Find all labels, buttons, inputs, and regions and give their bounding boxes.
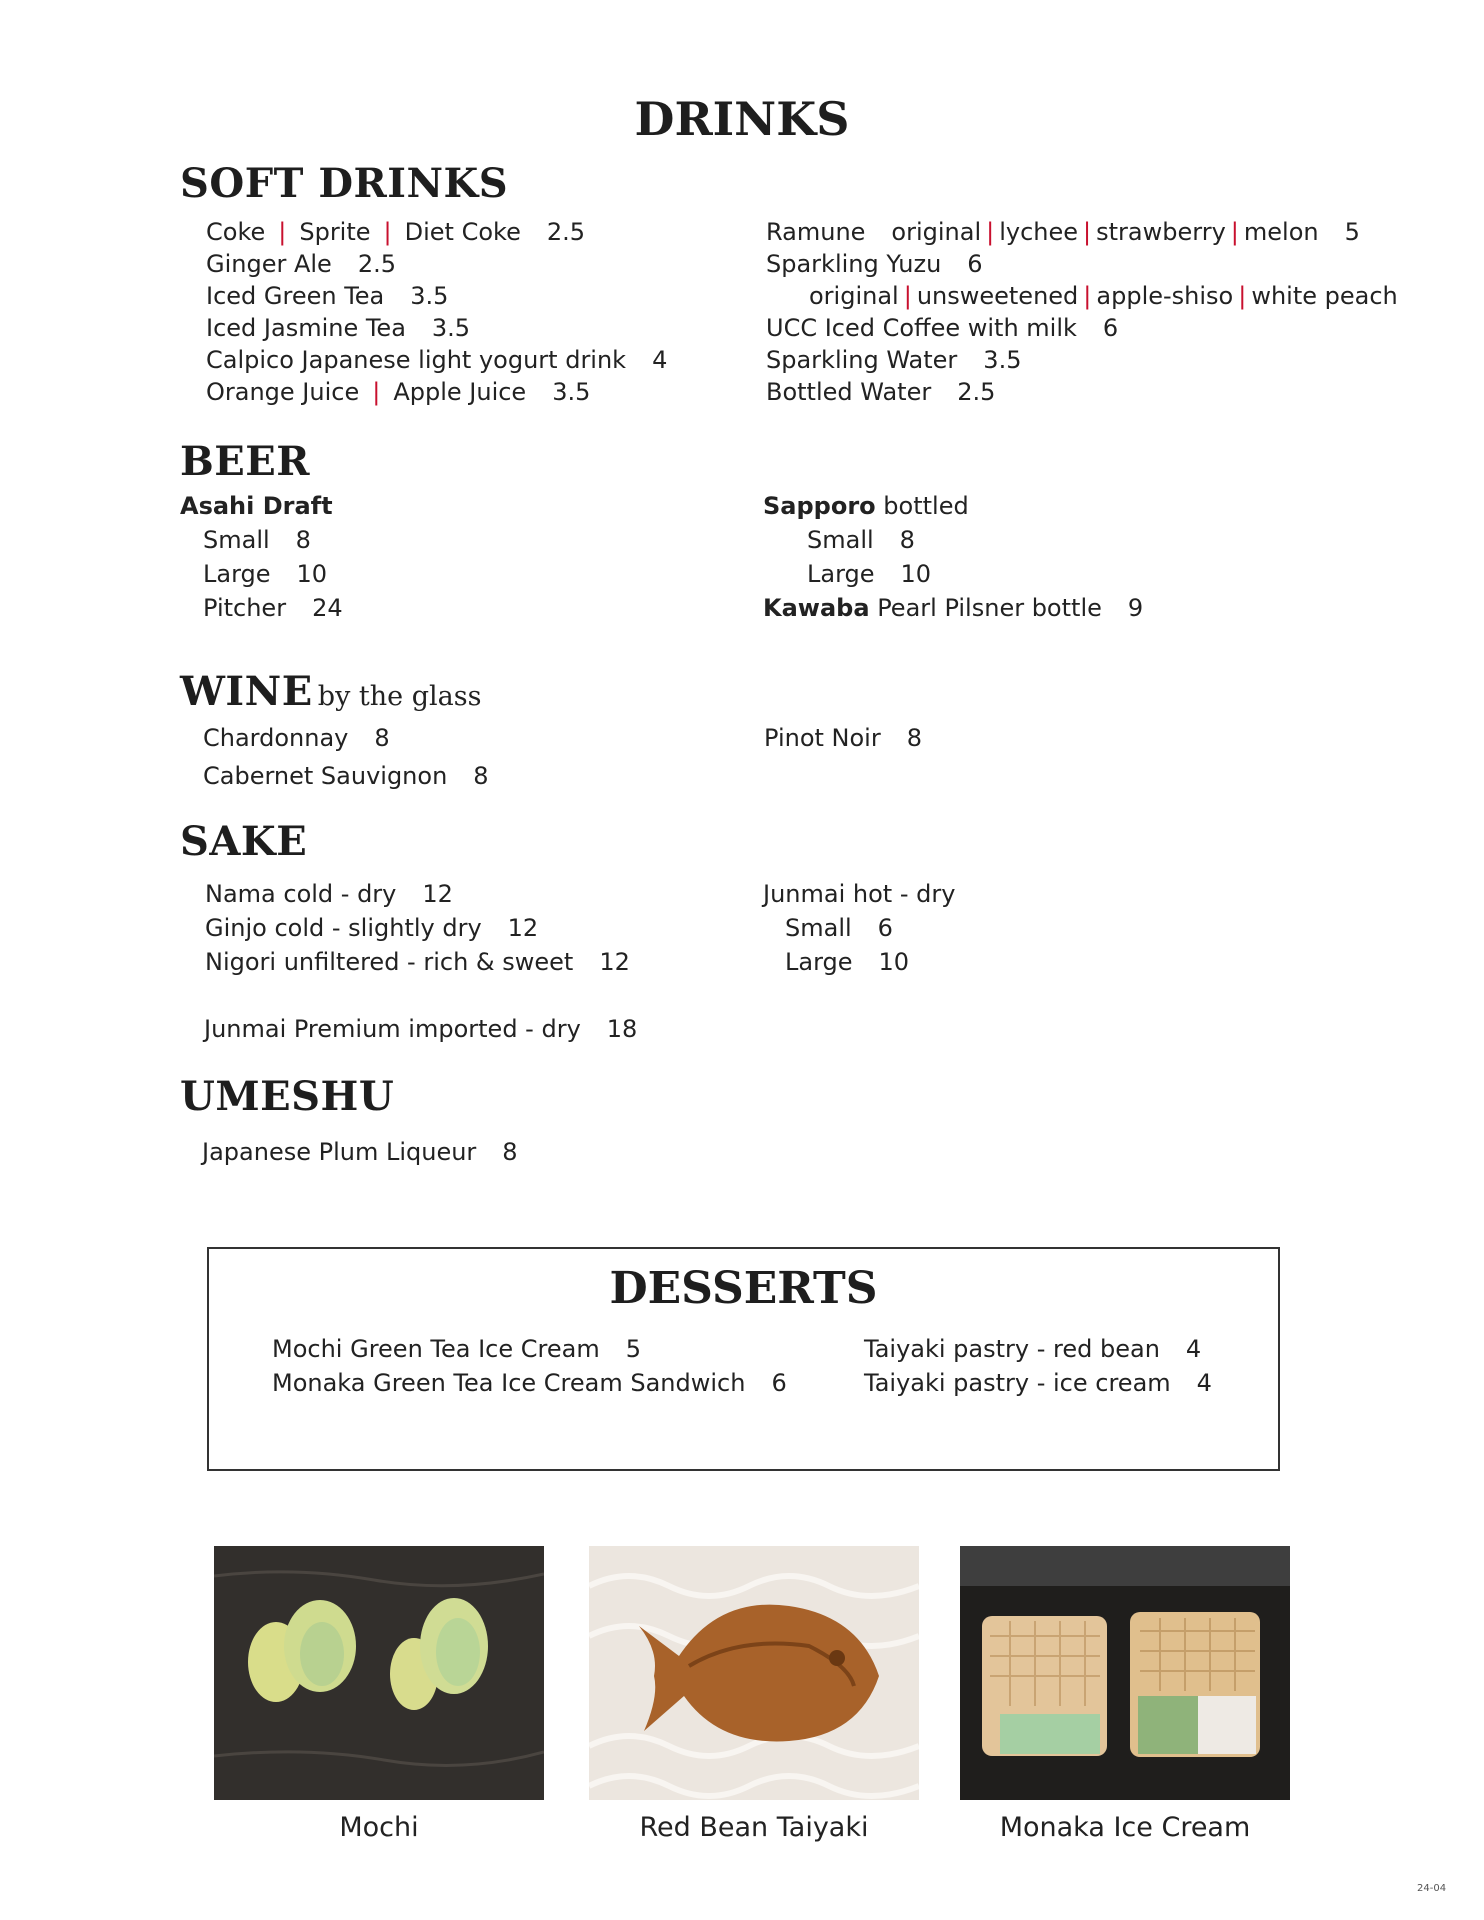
- item-price: 8: [502, 1138, 518, 1166]
- flavor: strawberry: [1096, 218, 1226, 246]
- item-price: 4: [652, 346, 668, 374]
- item-name: Mochi Green Tea Ice Cream: [272, 1335, 600, 1363]
- wine-subheading: by the glass: [317, 681, 482, 712]
- menu-line: [206, 376, 667, 408]
- item-desc: bottled: [883, 492, 969, 520]
- menu-line: [202, 1136, 518, 1168]
- umeshu-heading: UMESHU: [180, 1073, 395, 1120]
- item-price: 12: [422, 880, 453, 908]
- item-name: Orange Juice: [206, 378, 360, 406]
- menu-line: [204, 1013, 637, 1045]
- item-name: Bottled Water: [766, 378, 932, 406]
- item-name: Ginjo cold - slightly dry: [205, 914, 482, 942]
- desserts-box: [207, 1247, 1280, 1471]
- menu-line: [766, 248, 1398, 280]
- soft-drinks-right-column: [766, 216, 1398, 408]
- size-label: Pitcher: [203, 594, 287, 622]
- menu-line: [766, 216, 1398, 248]
- menu-line: [206, 312, 667, 344]
- sake-heading: SAKE: [180, 818, 308, 865]
- menu-line: [763, 524, 1143, 558]
- item-price: 3.5: [431, 314, 471, 342]
- item-price: 24: [312, 594, 343, 622]
- item-desc: Pearl Pilsner bottle: [877, 594, 1102, 622]
- brand-name: Sapporo: [763, 492, 876, 520]
- item-name: Pinot Noir: [764, 724, 881, 752]
- menu-line: [763, 490, 1143, 524]
- item-price: 8: [906, 724, 922, 752]
- size-label: Small: [807, 526, 874, 554]
- menu-line: [203, 722, 390, 754]
- menu-line: [205, 946, 630, 980]
- item-price: 12: [599, 948, 630, 976]
- flavor: apple-shiso: [1096, 282, 1234, 310]
- menu-line: [272, 1333, 787, 1367]
- item-name: Taiyaki pastry - red bean: [864, 1335, 1160, 1363]
- item-price: 10: [878, 948, 910, 976]
- item-price: 10: [296, 560, 328, 588]
- item-name: Taiyaki pastry - ice cream: [864, 1369, 1171, 1397]
- menu-line: [205, 878, 630, 912]
- desserts-right-column: [864, 1333, 1212, 1401]
- beer-left-column: [180, 490, 343, 626]
- menu-line: [206, 280, 667, 312]
- separator-bar: |: [986, 218, 995, 246]
- menu-line: [272, 1367, 787, 1401]
- item-name: Monaka Green Tea Ice Cream Sandwich: [272, 1369, 746, 1397]
- taiyaki-photo: [589, 1546, 919, 1800]
- item-price: 8: [374, 724, 390, 752]
- wine-heading: WINE: [180, 668, 313, 715]
- item-name: UCC Iced Coffee with milk: [766, 314, 1077, 342]
- separator-bar: |: [1230, 218, 1239, 246]
- item-price: 2.5: [957, 378, 996, 406]
- sake-right-column: [763, 878, 955, 980]
- mochi-caption: Mochi: [339, 1812, 419, 1843]
- separator-bar: |: [903, 282, 912, 310]
- item-price: 8: [899, 526, 915, 554]
- menu-line: [180, 558, 343, 592]
- separator-bar: |: [372, 378, 381, 406]
- size-label: Large: [203, 560, 271, 588]
- beer-right-column: [763, 490, 1143, 626]
- size-label: Small: [785, 914, 852, 942]
- desserts-left-column: [272, 1333, 787, 1401]
- flavor: original: [809, 282, 899, 310]
- item-price: 8: [473, 762, 489, 790]
- size-label: Small: [203, 526, 270, 554]
- item-name: Junmai Premium imported - dry: [204, 1015, 581, 1043]
- menu-line: [206, 216, 667, 248]
- item-price: 4: [1196, 1369, 1212, 1397]
- menu-line: [764, 722, 922, 754]
- item-price: 4: [1185, 1335, 1202, 1363]
- item-name: Japanese Plum Liqueur: [202, 1138, 477, 1166]
- item-price: 2.5: [546, 218, 585, 246]
- menu-line: [205, 912, 630, 946]
- menu-line: [180, 592, 343, 626]
- item-price: 2.5: [357, 250, 396, 278]
- separator-bar: |: [278, 218, 287, 246]
- beer-heading: BEER: [180, 438, 311, 485]
- item-name: Iced Jasmine Tea: [206, 314, 406, 342]
- item-price: 5: [625, 1335, 641, 1363]
- taiyaki-caption: Red Bean Taiyaki: [639, 1812, 869, 1843]
- item-name: Ramune: [766, 218, 866, 246]
- item-price: 3.5: [410, 282, 449, 310]
- item-price: 10: [900, 560, 932, 588]
- separator-bar: |: [1083, 218, 1092, 246]
- menu-line: [763, 912, 955, 946]
- footer-code: 24-04: [1417, 1883, 1447, 1894]
- item-name: Apple Juice: [393, 378, 527, 406]
- item-name: Calpico Japanese light yogurt drink: [206, 346, 627, 374]
- item-name: Diet Coke: [404, 218, 521, 246]
- menu-line: [864, 1333, 1212, 1367]
- item-name: Junmai hot - dry: [763, 880, 956, 908]
- monaka-photo: [960, 1546, 1290, 1800]
- item-name: Ginger Ale: [206, 250, 332, 278]
- menu-line: [763, 946, 955, 980]
- item-name: Chardonnay: [203, 724, 349, 752]
- item-price: 12: [507, 914, 539, 942]
- page-title: DRINKS: [634, 92, 850, 146]
- sake-left-column: [205, 878, 630, 980]
- item-name: Sparkling Yuzu: [766, 250, 942, 278]
- item-name: Sprite: [299, 218, 371, 246]
- item-price: 9: [1127, 594, 1144, 622]
- item-name: Sparkling Water: [766, 346, 958, 374]
- item-name: Nigori unfiltered - rich & sweet: [205, 948, 574, 976]
- menu-line: [206, 248, 667, 280]
- menu-line: [766, 376, 1398, 408]
- menu-line: [203, 760, 489, 792]
- flavor: lychee: [999, 218, 1079, 246]
- item-name: Nama cold - dry: [205, 880, 397, 908]
- item-price: 6: [1102, 314, 1119, 342]
- wine-heading-row: [180, 668, 481, 715]
- item-price: 3.5: [983, 346, 1022, 374]
- item-price: 6: [877, 914, 893, 942]
- mochi-photo: [214, 1546, 544, 1800]
- separator-bar: |: [1083, 282, 1092, 310]
- desserts-heading: DESSERTS: [609, 1263, 878, 1314]
- menu-line: [206, 344, 667, 376]
- size-label: Large: [785, 948, 853, 976]
- menu-line: [864, 1367, 1212, 1401]
- menu-line: [763, 592, 1143, 626]
- brand-name: Kawaba: [763, 594, 870, 622]
- item-name: Cabernet Sauvignon: [203, 762, 448, 790]
- item-price: 18: [606, 1015, 638, 1043]
- monaka-caption: Monaka Ice Cream: [999, 1812, 1251, 1843]
- soft-drinks-heading: SOFT DRINKS: [180, 160, 509, 207]
- soft-drinks-left-column: [206, 216, 667, 408]
- flavor: white peach: [1251, 282, 1398, 310]
- separator-bar: |: [383, 218, 392, 246]
- item-price: 6: [771, 1369, 787, 1397]
- menu-line: [766, 344, 1398, 376]
- brand-name: Asahi Draft: [180, 492, 333, 520]
- item-price: 5: [1344, 218, 1360, 246]
- flavor: original: [891, 218, 982, 246]
- size-label: Large: [807, 560, 875, 588]
- item-price: 6: [967, 250, 983, 278]
- item-price: 3.5: [552, 378, 591, 406]
- menu-line: [763, 558, 1143, 592]
- separator-bar: |: [1238, 282, 1247, 310]
- flavor: unsweetened: [916, 282, 1079, 310]
- item-price: 8: [295, 526, 311, 554]
- menu-line: [766, 312, 1398, 344]
- flavor: melon: [1243, 218, 1319, 246]
- menu-line: [180, 524, 343, 558]
- menu-line: [766, 280, 1398, 312]
- item-name: Iced Green Tea: [206, 282, 385, 310]
- item-name: Coke: [206, 218, 266, 246]
